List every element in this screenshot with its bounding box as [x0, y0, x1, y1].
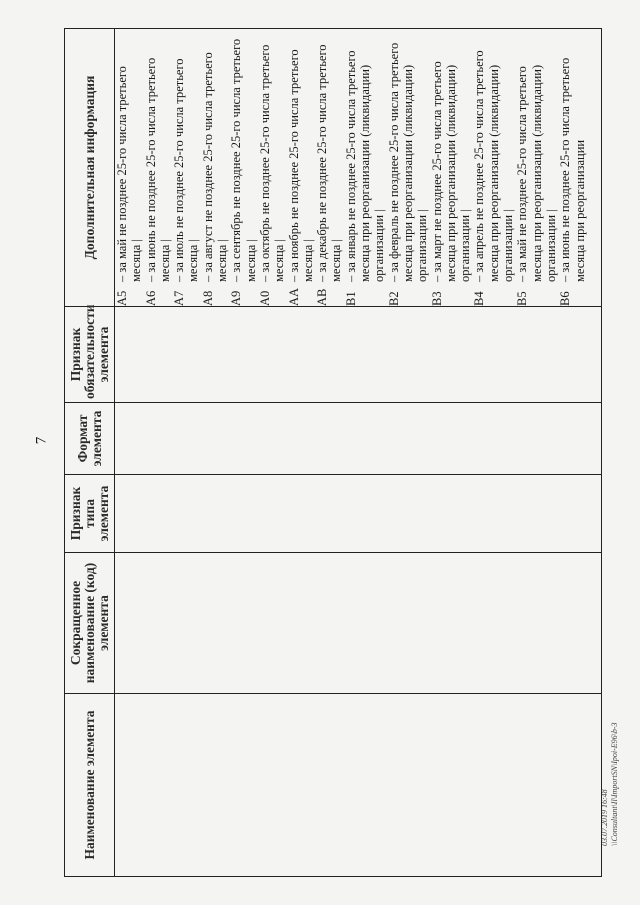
table-frame — [64, 29, 602, 877]
header-additional-info: Дополнительная информация — [65, 29, 115, 307]
page-number: 7 — [33, 436, 50, 445]
info-entry-text: – за апрель не позднее 25-го числа третьего месяца при реорганизации (ликвидации) организации | — [472, 50, 516, 282]
info-entries-list — [115, 29, 587, 306]
info-entry-text: – за май не позднее 25-го числа третьего месяца | — [115, 66, 144, 282]
info-entry-code: А0 — [257, 290, 272, 306]
info-entry — [115, 29, 144, 306]
info-entry-code: В6 — [558, 291, 573, 306]
header-element-required: Признак обязательности элемента — [65, 307, 115, 403]
info-entry — [229, 29, 258, 306]
info-entry-text: – за декабрь не позднее 25-го числа третьего месяца | — [315, 44, 344, 282]
cell-element-name — [115, 694, 602, 877]
info-entry — [258, 29, 287, 306]
info-entry-code: АА — [286, 287, 301, 306]
print-stamp — [600, 722, 620, 846]
info-entry-code: АВ — [315, 288, 330, 306]
info-entry-text: – за март не позднее 25-го числа третьего месяца при реорганизации (ликвидации) организации | — [429, 61, 473, 282]
info-entry-code: В3 — [429, 291, 444, 306]
info-entry-text: – за ноябрь не позднее 25-го числа третьего месяца | — [286, 49, 315, 282]
info-entry — [558, 29, 587, 306]
header-element-format: Формат элемента — [65, 403, 115, 475]
cell-element-format — [115, 403, 602, 475]
info-entry-code: А8 — [200, 290, 215, 306]
header-element-abbr: Сокращенное наименование (код) элемента — [65, 553, 115, 694]
info-entry-code: А9 — [229, 290, 244, 306]
info-entry — [287, 29, 316, 306]
cell-element-type — [115, 475, 602, 553]
info-entry-code: А5 — [115, 290, 129, 306]
info-entry-code: А7 — [172, 290, 187, 306]
print-stamp-path: \\Consultant\Il\ImportSN\Ipoi-E96\b-3 — [610, 722, 619, 846]
info-entry-text: – за январь не позднее 25-го числа третьего месяца при реорганизации (ликвидации) организации | — [343, 50, 387, 282]
info-entry-text: – за май не позднее 25-го числа третьего месяца при реорганизации (ликвидации) организации | — [515, 64, 558, 282]
info-entry-text: – за июнь не позднее 25-го числа третьего месяца при реорганизации — [558, 57, 587, 282]
info-entry-code: В1 — [343, 291, 358, 306]
info-entry — [515, 29, 558, 306]
info-entry — [201, 29, 230, 306]
header-element-type: Признак типа элемента — [65, 475, 115, 553]
table-header-row — [65, 29, 115, 877]
info-entry-text: – за сентябрь не позднее 25-го числа третьего месяца | — [229, 38, 258, 282]
info-entry-text: – за июль не позднее 25-го числа третьего месяца | — [172, 58, 201, 282]
info-entry — [315, 29, 344, 306]
cell-element-abbr — [115, 553, 602, 694]
info-entry-text: – за август не позднее 25-го числа третьего месяца | — [200, 52, 230, 282]
info-entry — [344, 29, 387, 306]
elements-table — [64, 28, 602, 877]
header-element-name: Наименование элемента — [65, 694, 115, 877]
info-entry-code: В4 — [472, 291, 487, 306]
print-stamp-date: 03.07.2019 16:48 — [600, 789, 609, 846]
info-entry-text: – за октябрь не позднее 25-го числа третьего месяца | — [257, 44, 287, 282]
table-row — [115, 29, 602, 877]
cell-additional-info — [115, 29, 602, 307]
info-entry — [144, 29, 173, 306]
info-entry-code: А6 — [143, 290, 158, 306]
info-entry-code: В5 — [515, 291, 530, 306]
info-entry-code: В2 — [386, 291, 401, 306]
cell-element-required — [115, 307, 602, 403]
info-entry-text: – за июнь не позднее 25-го числа третьего месяца | — [143, 57, 172, 282]
info-entry — [430, 29, 473, 306]
info-entry — [172, 29, 201, 306]
info-entry — [387, 29, 430, 306]
info-entry-text: – за февраль не позднее 25-го числа третьего месяца при реорганизации (ликвидации) организации | — [386, 42, 430, 282]
info-entry — [472, 29, 515, 306]
